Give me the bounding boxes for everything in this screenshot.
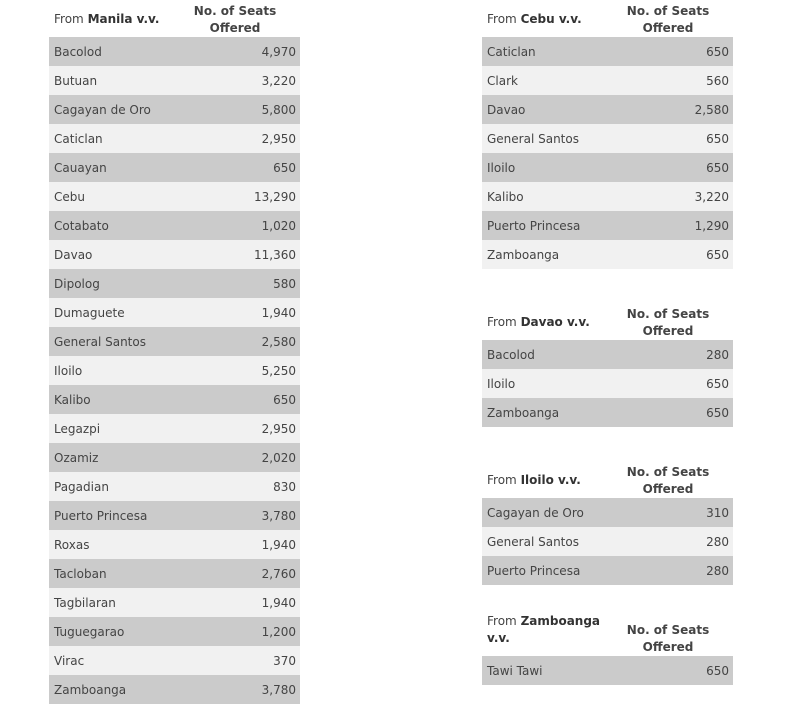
seats-column-header: No. of Seats Offered [626,307,710,338]
destination-cell: General Santos [54,334,146,349]
table-row [482,153,733,182]
destination-cell: Cagayan de Oro [487,505,584,520]
table-row [49,559,300,588]
table-body [482,37,733,269]
table-row [49,240,300,269]
table-row [49,675,300,704]
destination-cell: Dipolog [54,276,100,291]
destination-cell: Kalibo [54,392,91,407]
table-body [49,37,300,704]
seats-cell: 560 [706,73,729,88]
destination-cell: Roxas [54,537,90,552]
davao-seats-table [482,303,733,427]
destination-cell: Ozamiz [54,450,99,465]
seats-cell: 2,950 [261,131,296,146]
seats-cell: 310 [706,505,729,520]
origin-header: From Davao v.v. [487,315,590,329]
destination-cell: Clark [487,73,518,88]
table-header [482,614,733,656]
table-row [482,656,733,685]
table-body [482,498,733,585]
table-row [49,443,300,472]
seats-cell: 650 [706,405,729,420]
destination-cell: Bacolod [54,44,102,59]
manila-seats-table [49,0,300,704]
table-row [49,66,300,95]
table-row [482,527,733,556]
seats-cell: 1,290 [694,218,729,233]
table-body [482,340,733,427]
table-row [49,385,300,414]
seats-cell: 1,020 [261,218,296,233]
cebu-seats-table [482,0,733,269]
seats-cell: 5,800 [261,102,296,117]
seats-column-header: No. of Seats Offered [626,623,710,654]
seats-cell: 1,200 [261,624,296,639]
table-row [482,124,733,153]
destination-cell: Davao [487,102,526,117]
destination-cell: Iloilo [54,363,83,378]
destination-cell: Puerto Princesa [487,563,581,578]
seats-cell: 650 [706,247,729,262]
seats-cell: 580 [273,276,296,291]
table-row [482,369,733,398]
destination-cell: Tuguegarao [54,624,125,639]
table-row [482,556,733,585]
table-row [49,182,300,211]
destination-cell: Davao [54,247,93,262]
iloilo-seats-table [482,461,733,585]
destination-cell: Puerto Princesa [54,508,148,523]
table-row [49,646,300,675]
destination-cell: Cotabato [54,218,109,233]
table-row [49,37,300,66]
destination-cell: Puerto Princesa [487,218,581,233]
seats-cell: 13,290 [254,189,296,204]
destination-cell: Kalibo [487,189,524,204]
origin-header: From Cebu v.v. [487,12,582,26]
seats-cell: 1,940 [261,537,296,552]
table-row [49,211,300,240]
destination-cell: Dumaguete [54,305,125,320]
destination-cell: Caticlan [54,131,103,146]
seats-cell: 650 [706,663,729,678]
seats-cell: 650 [706,44,729,59]
seats-cell: 5,250 [261,363,296,378]
destination-cell: Bacolod [487,347,535,362]
destination-cell: Tawi Tawi [487,663,543,678]
seats-cell: 2,760 [261,566,296,581]
table-row [49,414,300,443]
origin-header: From Zamboanga v.v. [487,614,601,645]
table-row [49,617,300,646]
destination-cell: General Santos [487,131,579,146]
table-header [482,0,733,37]
seats-cell: 3,780 [261,508,296,523]
destination-cell: Pagadian [54,479,109,494]
seats-cell: 2,580 [261,334,296,349]
table-row [482,66,733,95]
seats-cell: 650 [706,376,729,391]
seats-cell: 650 [706,131,729,146]
seats-cell: 4,970 [261,44,296,59]
seats-cell: 2,020 [261,450,296,465]
table-row [482,240,733,269]
table-row [482,498,733,527]
table-row [49,327,300,356]
seats-cell: 11,360 [254,247,296,262]
origin-header: From Iloilo v.v. [487,473,581,487]
table-header [482,461,733,498]
table-row [49,269,300,298]
table-row [49,124,300,153]
table-row [482,398,733,427]
table-row [49,356,300,385]
destination-cell: Tacloban [54,566,107,581]
seats-column-header: No. of Seats Offered [626,465,710,496]
table-row [482,340,733,369]
table-row [49,153,300,182]
table-row [49,472,300,501]
destination-cell: Cebu [54,189,85,204]
seats-cell: 650 [273,392,296,407]
destination-cell: Zamboanga [487,247,560,262]
table-header [482,303,733,340]
destination-cell: Zamboanga [487,405,560,420]
seats-cell: 650 [706,160,729,175]
table-row [482,37,733,66]
seats-cell: 280 [706,563,729,578]
destination-cell: Iloilo [487,160,516,175]
destination-cell: Cagayan de Oro [54,102,151,117]
table-header [49,0,300,37]
destination-cell: Caticlan [487,44,536,59]
seats-column-header: No. of Seats Offered [193,4,277,35]
destination-cell: Virac [54,653,85,668]
table-row [49,530,300,559]
table-row [482,95,733,124]
seats-cell: 280 [706,347,729,362]
destination-cell: Iloilo [487,376,516,391]
seats-cell: 280 [706,534,729,549]
table-row [49,298,300,327]
seats-cell: 2,580 [694,102,729,117]
table-row [49,95,300,124]
table-body [482,656,733,685]
table-row [49,501,300,530]
seats-cell: 1,940 [261,305,296,320]
destination-cell: Butuan [54,73,98,88]
seats-cell: 2,950 [261,421,296,436]
table-row [482,182,733,211]
zamboanga-seats-table [482,614,733,685]
seats-cell: 3,780 [261,682,296,697]
seats-cell: 3,220 [261,73,296,88]
seats-cell: 830 [273,479,296,494]
destination-cell: Zamboanga [54,682,127,697]
seats-column-header: No. of Seats Offered [626,4,710,35]
table-row [49,588,300,617]
seats-cell: 650 [273,160,296,175]
seats-cell: 3,220 [694,189,729,204]
origin-header: From Manila v.v. [54,12,160,26]
seats-cell: 1,940 [261,595,296,610]
destination-cell: Tagbilaran [54,595,116,610]
destination-cell: Cauayan [54,160,107,175]
destination-cell: Legazpi [54,421,101,436]
seats-cell: 370 [273,653,296,668]
table-row [482,211,733,240]
destination-cell: General Santos [487,534,579,549]
